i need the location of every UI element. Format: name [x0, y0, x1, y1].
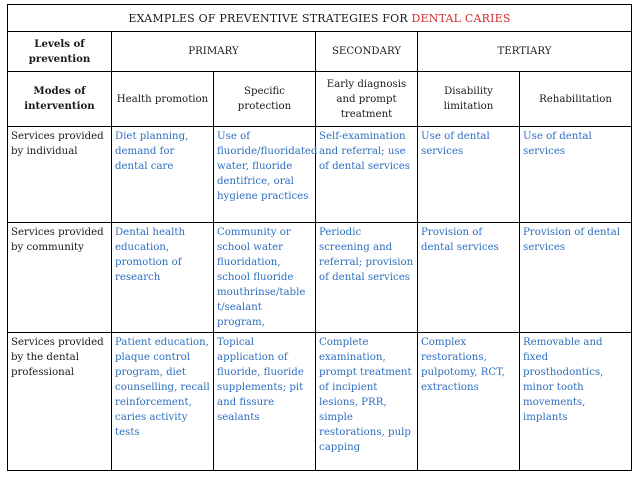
title-prefix: EXAMPLES OF PREVENTIVE STRATEGIES FOR — [128, 11, 412, 25]
mode-specific-protection: Specific protection — [214, 72, 316, 127]
table-row — [8, 333, 632, 471]
table-row — [8, 127, 632, 223]
levels-label: Levels of prevention — [8, 32, 112, 72]
mode-early-diagnosis: Early diagnosis and prompt treatment — [316, 72, 418, 127]
mode-rehabilitation: Rehabilitation — [520, 72, 632, 127]
table-cell: Complete examination, prompt treatment of incipient lesions, PRR, simple restorations, pulp capping — [316, 333, 418, 471]
table-title — [8, 5, 632, 32]
table-cell: Patient education, plaque control program, diet counselling, recall reinforcement, caries activity tests — [112, 333, 214, 471]
mode-disability-limitation: Disability limitation — [418, 72, 520, 127]
table-cell: Dental health education, promotion of research — [112, 223, 214, 333]
level-primary: PRIMARY — [112, 32, 316, 72]
mode-health-promotion: Health promotion — [112, 72, 214, 127]
table-row — [8, 223, 632, 333]
table-cell: Self-examination and referral; use of dental services — [316, 127, 418, 223]
table-cell: Use of dental services — [418, 127, 520, 223]
row-label: Services provided by community — [8, 223, 112, 333]
table-cell: Diet planning, demand for dental care — [112, 127, 214, 223]
table-cell: Use of dental services — [520, 127, 632, 223]
table-cell: Periodic screening and referral; provision of dental services — [316, 223, 418, 333]
table-cell: Topical application of fluoride, fluoride supplements; pit and fissure sealants — [214, 333, 316, 471]
row-label: Services provided by the dental professional — [8, 333, 112, 471]
table-cell: Provision of dental services — [418, 223, 520, 333]
table-cell: Use of fluoride/fluoridated water, fluoride dentifrice, oral hygiene practices — [214, 127, 316, 223]
table-cell: Provision of dental services — [520, 223, 632, 333]
level-tertiary: TERTIARY — [418, 32, 632, 72]
table-cell: Removable and fixed prosthodontics, minor tooth movements, implants — [520, 333, 632, 471]
preventive-strategies-table — [7, 4, 632, 471]
row-label: Services provided by individual — [8, 127, 112, 223]
table-cell: Complex restorations, pulpotomy, RCT, extractions — [418, 333, 520, 471]
title-highlight: DENTAL CARIES — [411, 11, 511, 25]
modes-label: Modes of intervention — [8, 72, 112, 127]
level-secondary: SECONDARY — [316, 32, 418, 72]
table-cell: Community or school water fluoridation, school fluoride mouthrinse/table t/sealant program, — [214, 223, 316, 333]
